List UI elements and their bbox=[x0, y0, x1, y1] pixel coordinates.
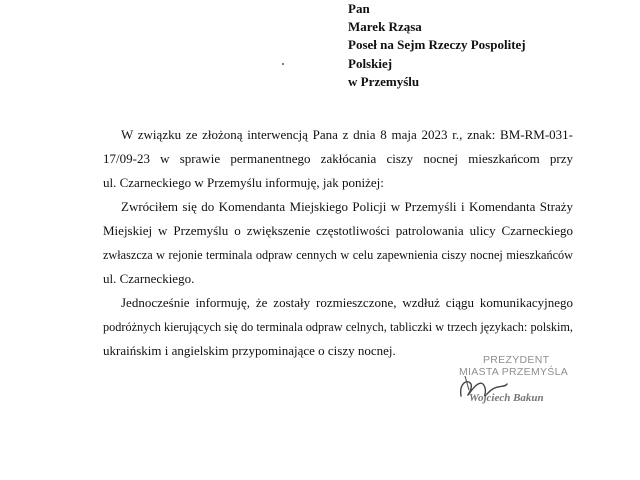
body-line: Zwróciłem się do Komendanta Miejskiego Policji w Przemyśli i Komendanta Straży bbox=[121, 199, 573, 214]
body-line: 17/09-23 w sprawie permanentnego zakłócania ciszy nocnej mieszkańcom przy bbox=[103, 151, 573, 166]
body-line: Jednocześnie informuję, że zostały rozmieszczone, wzdłuż ciągu komunikacyjnego bbox=[121, 295, 573, 310]
addressee-name: Marek Rząsa bbox=[348, 19, 422, 35]
body-line: ul. Czarneckiego. bbox=[103, 271, 195, 286]
body-line: podróżnych kierujących się do terminala odpraw celnych, tabliczki w trzech językach: polskim, bbox=[103, 320, 573, 334]
paragraph-signs bbox=[103, 291, 573, 363]
addressee-position: Poseł na Sejm Rzeczy Pospolitej bbox=[348, 37, 526, 53]
body-line: ukraińskim i angielskim przypominające o ciszy nocnej. bbox=[103, 343, 396, 358]
signature-name: Wojciech Bakun bbox=[469, 392, 544, 404]
body-line: W związku ze złożoną interwencją Pana z dnia 8 maja 2023 r., znak: BM-RM-031- bbox=[121, 127, 573, 142]
signature-stamp bbox=[447, 354, 587, 414]
signature-title-city: MIASTA PRZEMYŚLA bbox=[459, 366, 569, 378]
handwritten-signature-icon bbox=[447, 354, 587, 414]
body-line: ul. Czarneckiego w Przemyślu informuję, jak poniżej: bbox=[103, 175, 384, 190]
addressee-city: w Przemyślu bbox=[348, 73, 420, 89]
addressee-block bbox=[348, 0, 526, 91]
body-line: Miejskiej w Przemyślu o zwiększenie częstotliwości patrolowania ulicy Czarneckiego bbox=[103, 223, 573, 238]
paragraph-police-request bbox=[103, 195, 573, 291]
paragraph-intervention bbox=[103, 123, 573, 195]
letter-body bbox=[103, 123, 573, 363]
addressee-position-cont: Polskiej bbox=[348, 55, 393, 71]
addressee-salutation: Pan bbox=[348, 1, 370, 16]
signature-title: PREZYDENT bbox=[483, 354, 550, 366]
scan-speck bbox=[282, 63, 284, 65]
body-line: zwłaszcza w rejonie terminala odpraw cennych w celu zapewnienia ciszy nocnej mieszkańców bbox=[103, 248, 573, 262]
